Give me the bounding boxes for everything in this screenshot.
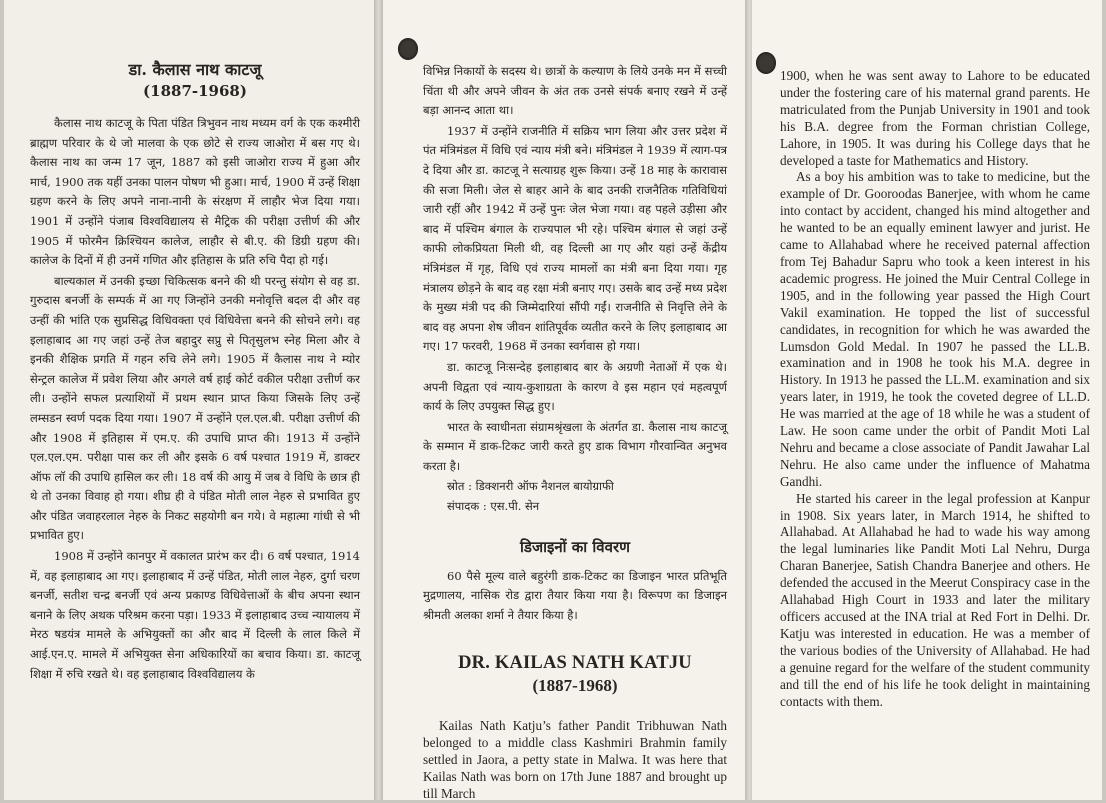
fold-crease	[374, 0, 383, 800]
design-description	[423, 567, 727, 626]
english-paragraph: Kailas Nath Katju’s father Pandit Tribhuwan Nath belonged to a middle class Kashmiri Brahmin family settled in Jaora, a petty state in Malwa. It was here that Kailas Nath was born on 17th June 1887 and brought up till March	[423, 718, 727, 802]
hindi-paragraph: 1908 में उन्होंने कानपुर में वकालत प्रारंभ कर दी। 6 वर्ष पश्चात, 1914 में, वह इलाहाबाद आ गए। इलाहाबाद में उन्हें पंडित, मोती लाल नेहरु, दुर्गा चरण बनर्जी, सतीश चन्द्र बनर्जी एवं अन्य प्रकाण्ड विधिवेत्ताओं के बीच अपना स्थान बनाने के लिए अथक परिश्रम करना पड़ा। 1933 में इलाहाबाद उच्च न्यायालय में मेरठ षडयंत्र मामले के अभियुक्तों का और बाद में दिल्ली के लाल किले में आई.एन.ए. मामले में अभियुक्त सेना अधिकारियों का बचाव किया। डा. काटजू शिक्षा में रुचि रखते थे। वह इलाहाबाद विश्वविद्यालय के	[30, 549, 360, 681]
hindi-paragraph: बाल्यकाल में उनकी इच्छा चिकित्सक बनने की थी परन्तु संयोग से वह डा. गुरुदास बनर्जी के सम्पर्क में आ गए जिन्होंने उनकी मनोवृत्ति बदल दी और वह उन्हीं की भांति एक सुप्रसिद्ध विधिवक्ता एवं विधिवेत्ता बनने की सोचने लगे। वह इलाहाबाद आ गए जहां उन्हें तेज बहादुर सप्रु से पितृसुलभ स्नेह मिला और वे इनकी शैक्षिक प्रगति में गहन रुचि लेने लगे। 1905 में कैलास नाथ ने म्योर सेन्ट्रल कालेज में प्रवेश लिया और अगले वर्ष हाई कोर्ट वकील परीक्षा उत्तीर्ण कर ली। उन्होंने सफल प्रत्याशियों में प्रथम स्थान प्राप्त किया जिसके लिए उन्हें लम्सडन स्वर्ण पदक दिया गया। 1907 में उन्होंने एल.एल.बी. परीक्षा उत्तीर्ण की और 1908 में इतिहास में एम.ए. की उपाधि प्राप्त की। 1913 में उन्होंने एल.एल.एम. परीक्षा पास कर ली और इसके 6 वर्ष पश्चात 1919 में, डाक्टर ऑफ लॉ की उपाधि हासिल कर ली। 18 वर्ष की आयु में जब वे विधि के छात्र ही थे तो उनका विवाह हो गया। शीघ्र ही वे पंडित मोती लाल नेहरु से प्रभावित हुए और पंडित जवाहरलाल नेहरु के निकट सहयोगी बन गये। वे महात्मा गांधी से भी प्रभावित हुए।	[30, 273, 360, 543]
middle-panel	[383, 0, 745, 800]
hindi-paragraph: विभिन्न निकायों के सदस्य थे। छात्रों के कल्याण के लिये उनके मन में सच्ची चिंता थी और अपने जीवन के अंत तक उनसे संपर्क बनाए रखने में उन्हें बड़ा आनन्द आता था।	[423, 64, 727, 118]
english-paragraph: He started his career in the legal profession at Kanpur in 1908. Six years later, in March 1914, he shifted to Allahabad. At Allahabad he had to wade his way among the legal luminaries like Pandit Moti Lal Nehru, Durga Charan Banerjee, Satish Chandra Banerjee and others. He defended the accused in the Meerut Conspiracy case in the Allahabad High Court in 1933 and later the military officers accused at the INA trial at Red Fort in Delhi. Dr. Katju was interested in education. He was a member of the various bodies of the University of Allahabad. He had a genuine regard for the welfare of the student community and till the end of his life he took delight in maintaining contacts with them.	[780, 490, 1090, 709]
design-text: 60 पैसे मूल्य वाले बहुरंगी डाक-टिकट का डिजाइन भारत प्रतिभूति मुद्रणालय, नासिक रोड द्वारा तैयार किया गया है। विरूपण का डिजाइन श्रीमती अलका शर्मा ने तैयार किया है।	[423, 568, 727, 622]
hindi-title: डा. कैलास नाथ काटजू	[128, 60, 262, 79]
english-intro	[423, 718, 727, 803]
hindi-biography-panel	[4, 0, 374, 800]
english-body	[780, 68, 1090, 710]
source-line: स्रोत : डिक्शनरी ऑफ नैशनल बायोग्राफी	[447, 479, 614, 494]
design-heading: डिजाइनों का विवरण	[520, 537, 630, 556]
editor-line: संपादक : एस.पी. सेन	[447, 499, 540, 514]
hindi-continuation	[423, 62, 727, 476]
hindi-paragraph: कैलास नाथ काटजू के पिता पंडित त्रिभुवन नाथ मध्यम वर्ग के एक कश्मीरी ब्राह्मण परिवार के थे जो मालवा के एक छोटे से राज्य जाओरा में बस गए थे। कैलास नाथ का जन्म 17 जून, 1887 को इसी जाओरा राज्य में हुआ और मार्च, 1900 तक यहीं उनका पालन पोषण भी हुआ। मार्च, 1900 में उन्हें शिक्षा ग्रहण करने के लिए अपने नाना-नानी के संरक्षण में लाहौर भेज दिया गया। 1901 में उन्होंने पंजाब विश्वविद्यालय से मैट्रिक की परीक्षा उत्तीर्ण की और 1905 में फोरमैन क्रिश्चियन कालेज, लाहौर से बी.ए. की डिग्री ग्रहण की। कालेज के दिनों में ही उनमें गणित और इतिहास के प्रति रुचि पैदा हो गई।	[30, 116, 360, 268]
english-biography-panel	[752, 0, 1102, 800]
hindi-paragraph: डा. काटजू निःसन्देह इलाहाबाद बार के अग्रणी नेताओं में एक थे। अपनी विद्वता एवं न्याय-कुशाग्रता के कारण वे इस महान एवं महत्वपूर्ण कार्य के लिए उपयुक्त सिद्ध हुए।	[423, 359, 727, 414]
hindi-paragraph: भारत के स्वाधीनता संग्रामश्रृंखला के अंतर्गत डा. कैलास नाथ काटजू के सम्मान में डाक-टिकट जारी करते हुए डाक विभाग गौरवान्वित अनुभव करता है।	[423, 419, 727, 473]
english-paragraph: 1900, when he was sent away to Lahore to be educated under the fostering care of his maternal grand parents. He matriculated from the Punjab University in 1901 and took his B.A. degree from the Forman christian College, Lahore, in 1905. It was during his College days that he developed a taste for Mathematics and History.	[780, 68, 1090, 168]
punch-hole	[398, 38, 418, 60]
hindi-paragraph: 1937 में उन्होंने राजनीति में सक्रिय भाग लिया और उत्तर प्रदेश में पंत मंत्रिमंडल में विधि एवं न्याय मंत्री बने। मंत्रिमंडल ने 1939 में त्याग-पत्र दे दिया और डा. काटजू ने सत्याग्रह शुरू किया। उन्हें 18 माह के कारावास की सजा मिली। जेल से बाहर आने के बाद उनकी राजनैतिक गतिविधियां जारी रहीं और 1942 में उन्हें पुनः जेल भेजा गया। वह पहले उड़ीसा और बाद में पश्चिम बंगाल के राज्यपाल भी रहे। पश्चिम बंगाल से जहां उन्हें काफी लोकप्रियता मिली थी, वह दिल्ली आ गए और यहां उन्हें केंद्रीय मंत्रिमंडल में गृह, विधि एवं राज्य मामलों का मंत्री बना दिया गया। गृह मंत्रालय छोड़ने के बाद वह रक्षा मंत्री बनाए गए। उसके बाद उन्हें मध्य प्रदेश के मुख्य मंत्री पद की जिम्मेदारियां सौंपी गईं। राजनीति से निवृत्ति लेने के बाद वह अपना शेष जीवन शांतिपूर्वक व्यतीत करने के लिए इलाहाबाद आ गए। 17 फरवरी, 1968 में उनका स्वर्गवास हो गया।	[423, 123, 727, 354]
english-paragraph: As a boy his ambition was to take to medicine, but the example of Dr. Gooroodas Banerjee, with whom he came into contact by accident, changed his mind altogether and he wanted to be an equally eminent lawyer and jurist. He came to Allahabad where he received paternal affection from Tej Bahadur Sapru who took a keen interest in his academic progress. He joined the Muir Central College in 1905, and in the following year passed the High Court Vakil examination. He topped the list of successful candidates, in recognition for which he was awarded the Lumsdon Gold Medal. In 1907 he passed the LL.B. examination and in 1908 he took his M.A. degree in History. In 1913 he passed the LL.M. examination and six years later, in 1919, he took the coveted degree of LL.D. He was married at the age of 18 while he was a student of Law. He soon came under the orbit of Pandit Moti Lal Nehru and became a close associate of Pandit Jawahar Lal Nehru. He also came under the influence of Mahatma Gandhi.	[780, 169, 1090, 489]
punch-hole	[756, 52, 776, 74]
english-years: (1887-1968)	[532, 676, 618, 696]
hindi-years: (1887-1968)	[143, 82, 247, 100]
english-title: DR. KAILAS NATH KATJU	[458, 653, 692, 674]
hindi-body	[30, 114, 360, 684]
